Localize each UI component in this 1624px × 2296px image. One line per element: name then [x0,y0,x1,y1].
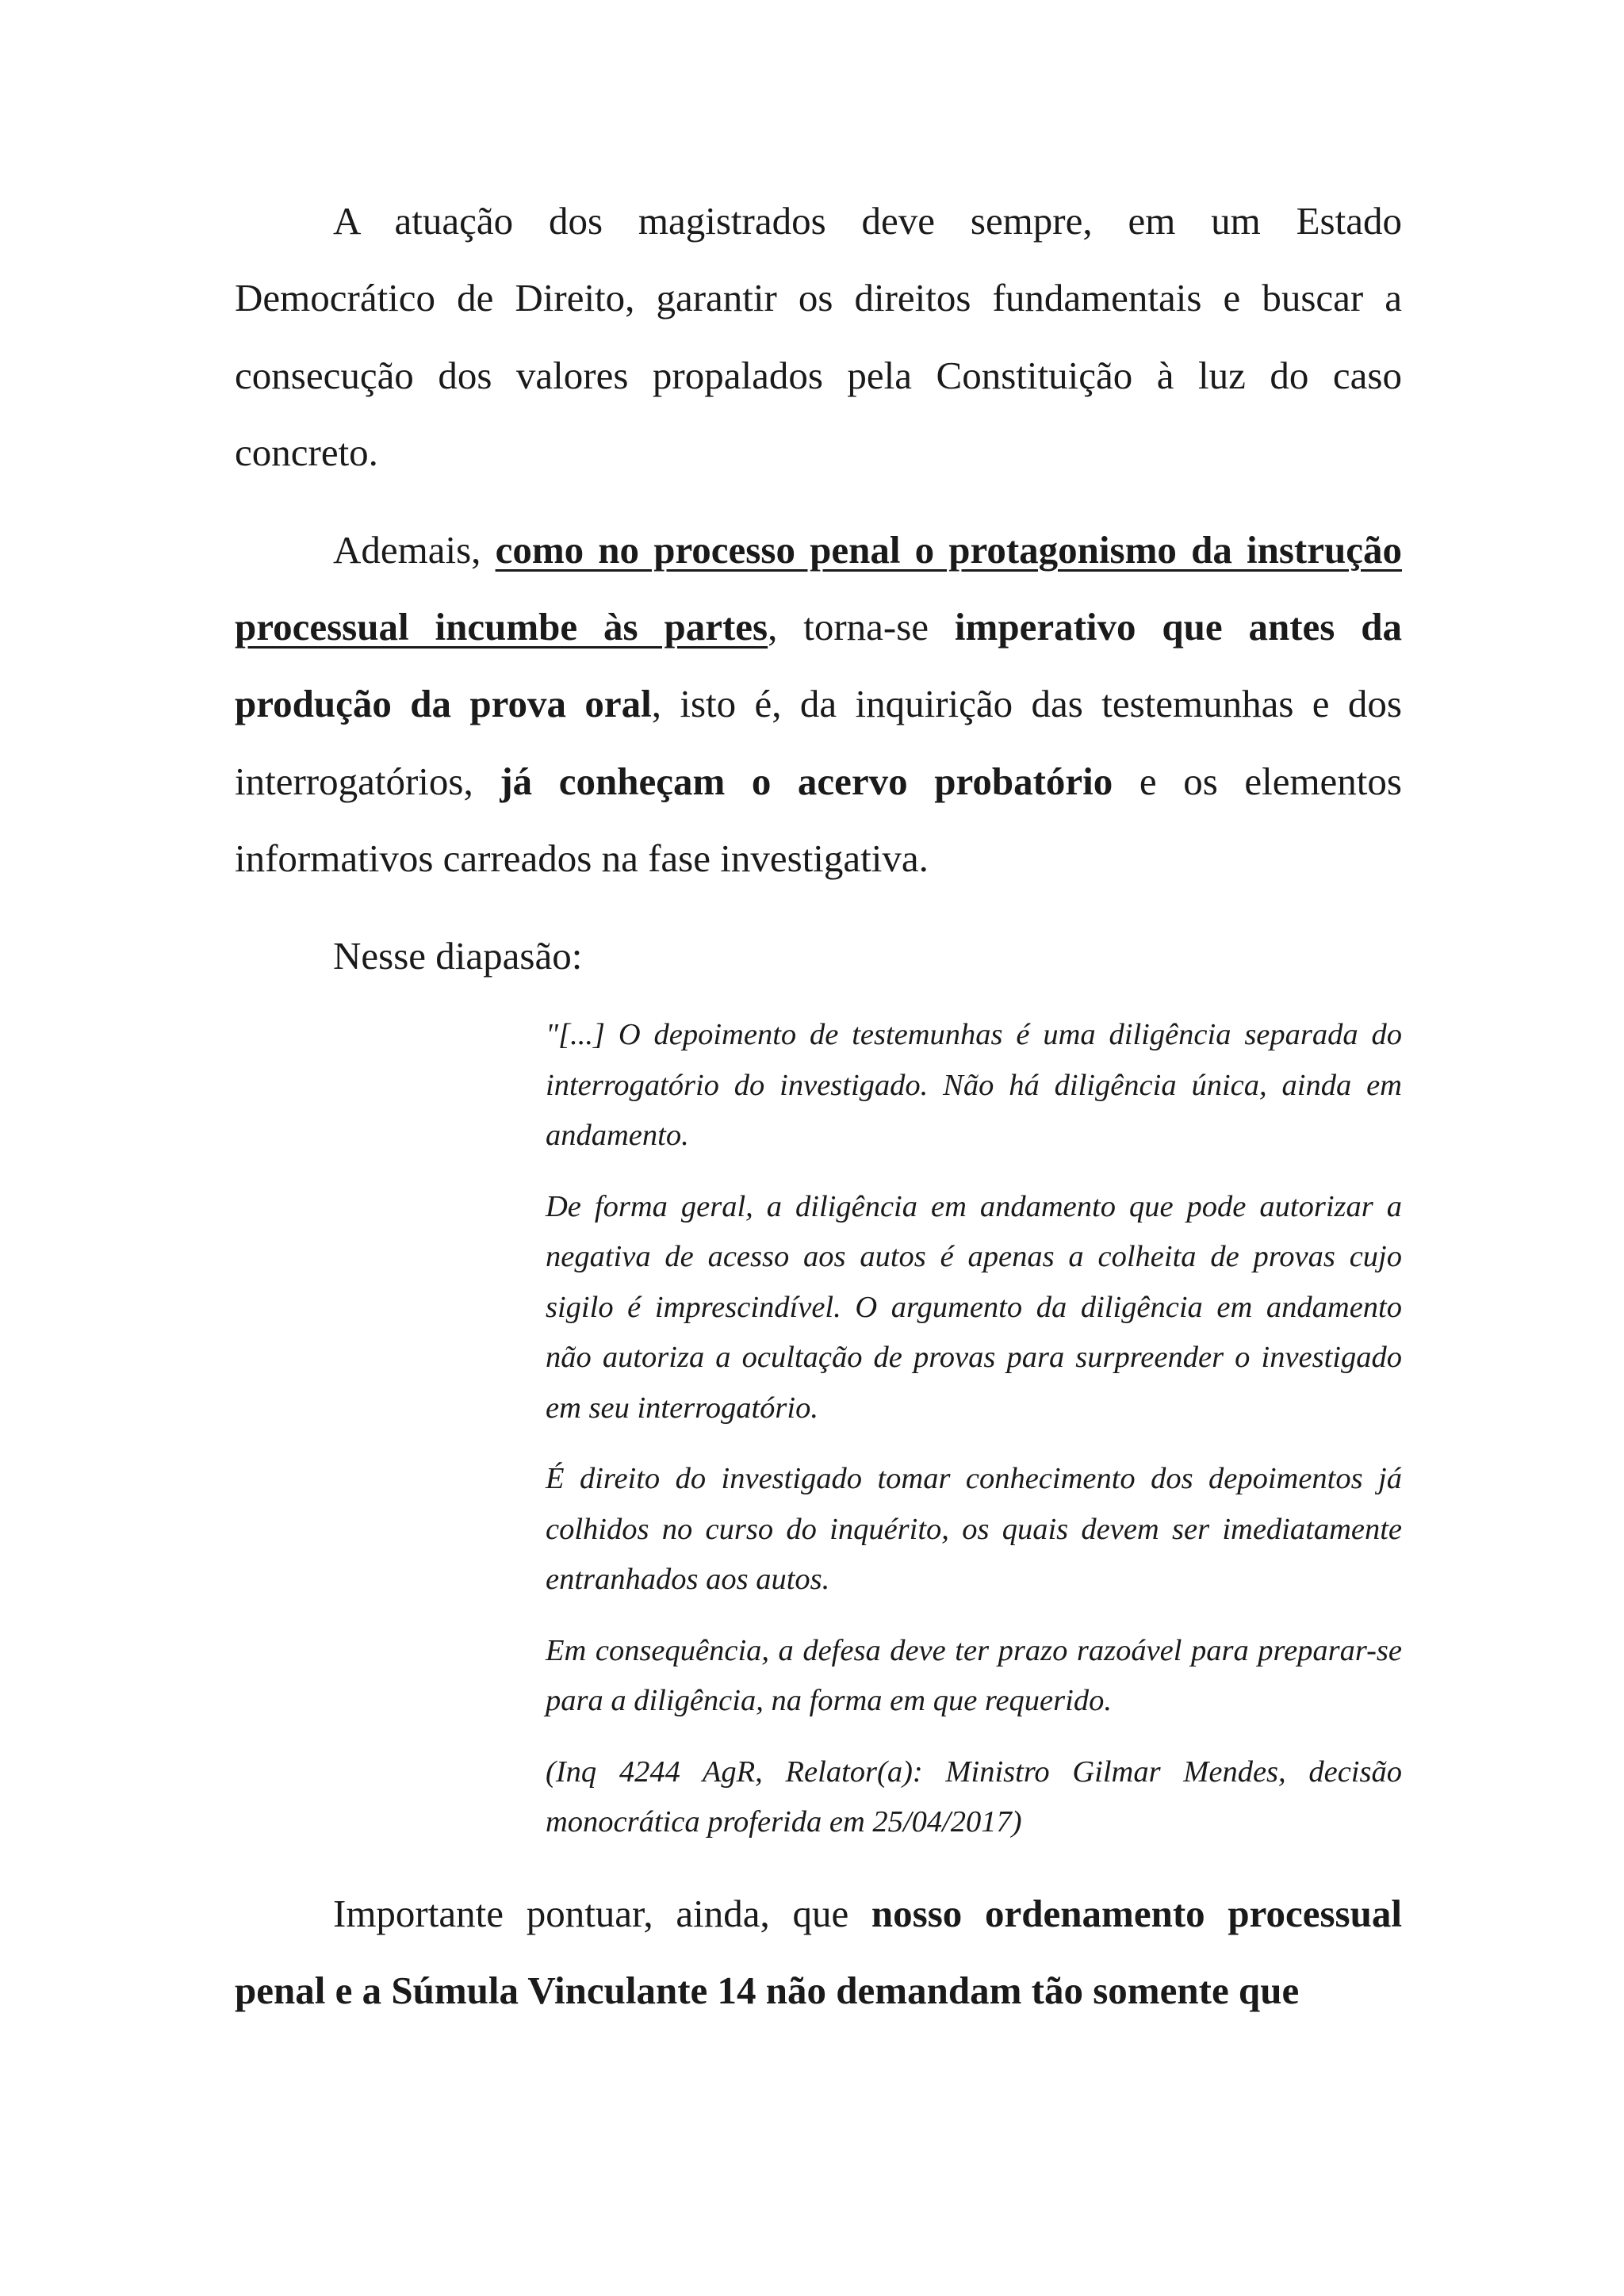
paragraph-intro: A atuação dos magistrados deve sempre, em um Estado Democrático de Direito, garantir os direitos fundamentais e buscar a consecução dos valores propalados pela Constituição à luz do caso concreto. [235,199,1402,475]
paragraph-nesse-diapasao: Nesse diapasão: [333,933,583,978]
underlined-emphasis: como no processo penal o protagonismo da instrução processual incumbe às partes [235,527,1402,649]
quote-citation: (Inq 4244 AgR, Relator(a): Ministro Gilmar Mendes, decisão monocrática proferida em 25/04/2017) [546,1755,1402,1839]
quote-paragraph: "[...] O depoimento de testemunhas é uma diligência separada do interrogatório do investigado. Não há diligência única, ainda em andamento. [546,1018,1402,1153]
quote-paragraph: Em consequência, a defesa deve ter prazo razoável para preparar-se para a diligência, na forma em que requerido. [546,1633,1402,1718]
quote-paragraph: É direito do investigado tomar conhecimento dos depoimentos já colhidos no curso do inquérito, os quais devem ser imediatamente entranhados aos autos. [546,1462,1402,1597]
paragraph-ademais [235,511,1402,897]
quote-paragraph: De forma geral, a diligência em andamento que pode autorizar a negativa de acesso aos autos é apenas a colheita de provas cujo sigilo é imprescindível. O argumento da diligência em andamento não autoriza a ocultação de provas para surpreender o investigado em seu interrogatório. [546,1189,1402,1425]
text-segment: Ademais, [333,527,496,572]
text-segment: , torna-se [768,605,955,649]
text-segment: Importante pontuar, ainda, que [333,1891,871,1935]
bold-emphasis: nosso ordenamento processual penal e a Súmula Vinculante 14 não demandam tão somente que [235,1891,1402,2012]
block-quote [546,1010,1402,1848]
text-segment: , isto é, da inquirição das testemunhas e dos interrogatórios, [235,682,1402,803]
text-segment: e os elementos informativos carreados na fase investigativa. [235,759,1402,881]
paragraph-importante [235,1875,1402,2030]
bold-emphasis: imperativo que antes da produção da prova oral [235,605,1402,726]
document-page [235,182,1402,2029]
bold-emphasis: já conheçam o acervo probatório [500,759,1113,803]
